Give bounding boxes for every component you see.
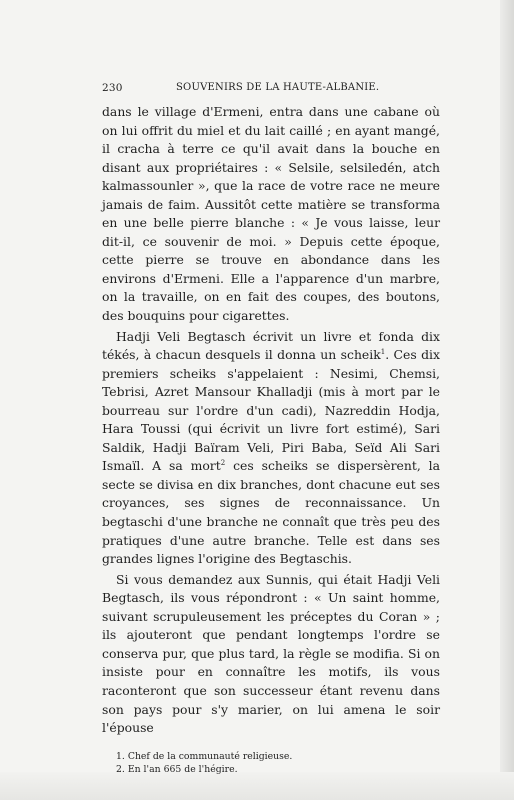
footnote-ref-2: 2: [220, 459, 226, 468]
running-title: SOUVENIRS DE LA HAUTE-ALBANIE.: [176, 82, 380, 93]
paragraph-1: dans le village d'Ermeni, entra dans une cabane où on lui offrit du miel et du lait caillé ; en ayant mangé, il cracha à terre ce qu'il avait dans la bouche en disant aux propriétaires : « Selsile, selsiledén, atch kalmassounler », que la race de votre race ne meure jamais de faim. Aussitôt cette matière se transforma en une belle pierre blanche : « Je vous laisse, leur dit-il, ce souvenir de moi. » Depuis cette époque, cette pierre se trouve en abondance dans les environs d'Ermeni. Elle a l'apparence d'un marbre, on la travaille, on en fait des coupes, des boutons, des bouquins pour cigarettes.: [102, 104, 440, 324]
text-block: [102, 82, 440, 777]
body-text: [102, 103, 440, 738]
running-head: [102, 82, 440, 102]
page-edge-shadow: [500, 0, 514, 800]
footnote-1: 1. Chef de la communauté religieuse.: [116, 750, 293, 762]
paragraph-2: [102, 328, 440, 569]
footnotes: [102, 750, 440, 777]
paragraph-3: Si vous demandez aux Sunnis, qui était Hadji Veli Begtasch, ils vous répondront : « Un saint homme, suivant scrupuleusement les préceptes du Coran » ; ils ajouteront que pendant longtemps l'ordre se conserva pur, que plus tard, la règle se modifia. Si on insiste pour en connaître les motifs, ils vous raconteront que son successeur étant revenu dans son pays pour s'y marier, on lui amena le soir l'épouse: [102, 571, 440, 736]
paragraph-2-part-2: . Ces dix premiers scheiks s'appelaient : Nesimi, Chemsi, Tebrisi, Azret Mansour Khalladji (mis à mort par le bourreau sur l'ordre d'un cadi), Nazreddin Hodja, Hara Toussi (qui écrivit un livre fort estimé), Sari Saldik, Hadji Baïram Veli, Piri Baba, Seïd Ali Sari Ismaïl. A sa mort: [102, 347, 440, 474]
footnote-ref-1: 1: [380, 347, 386, 356]
paragraph-2-part-1: Hadji Veli Begtasch écrivit un livre et fonda dix tékés, à chacun desquels il donna un scheik: [102, 328, 440, 363]
page-number: 230: [102, 82, 123, 94]
paragraph-2-part-3: ces scheiks se dispersèrent, la secte se divisa en dix branches, dont chacune eut ses croyances, ses signes de reconnaissance. Un begtaschi d'une branche ne connaît que très peu des pratiques d'une autre branche. Telle est dans ses grandes lignes l'origine des Begtaschis.: [102, 458, 440, 567]
footnote-2: 2. En l'an 665 de l'hégire.: [116, 764, 238, 776]
